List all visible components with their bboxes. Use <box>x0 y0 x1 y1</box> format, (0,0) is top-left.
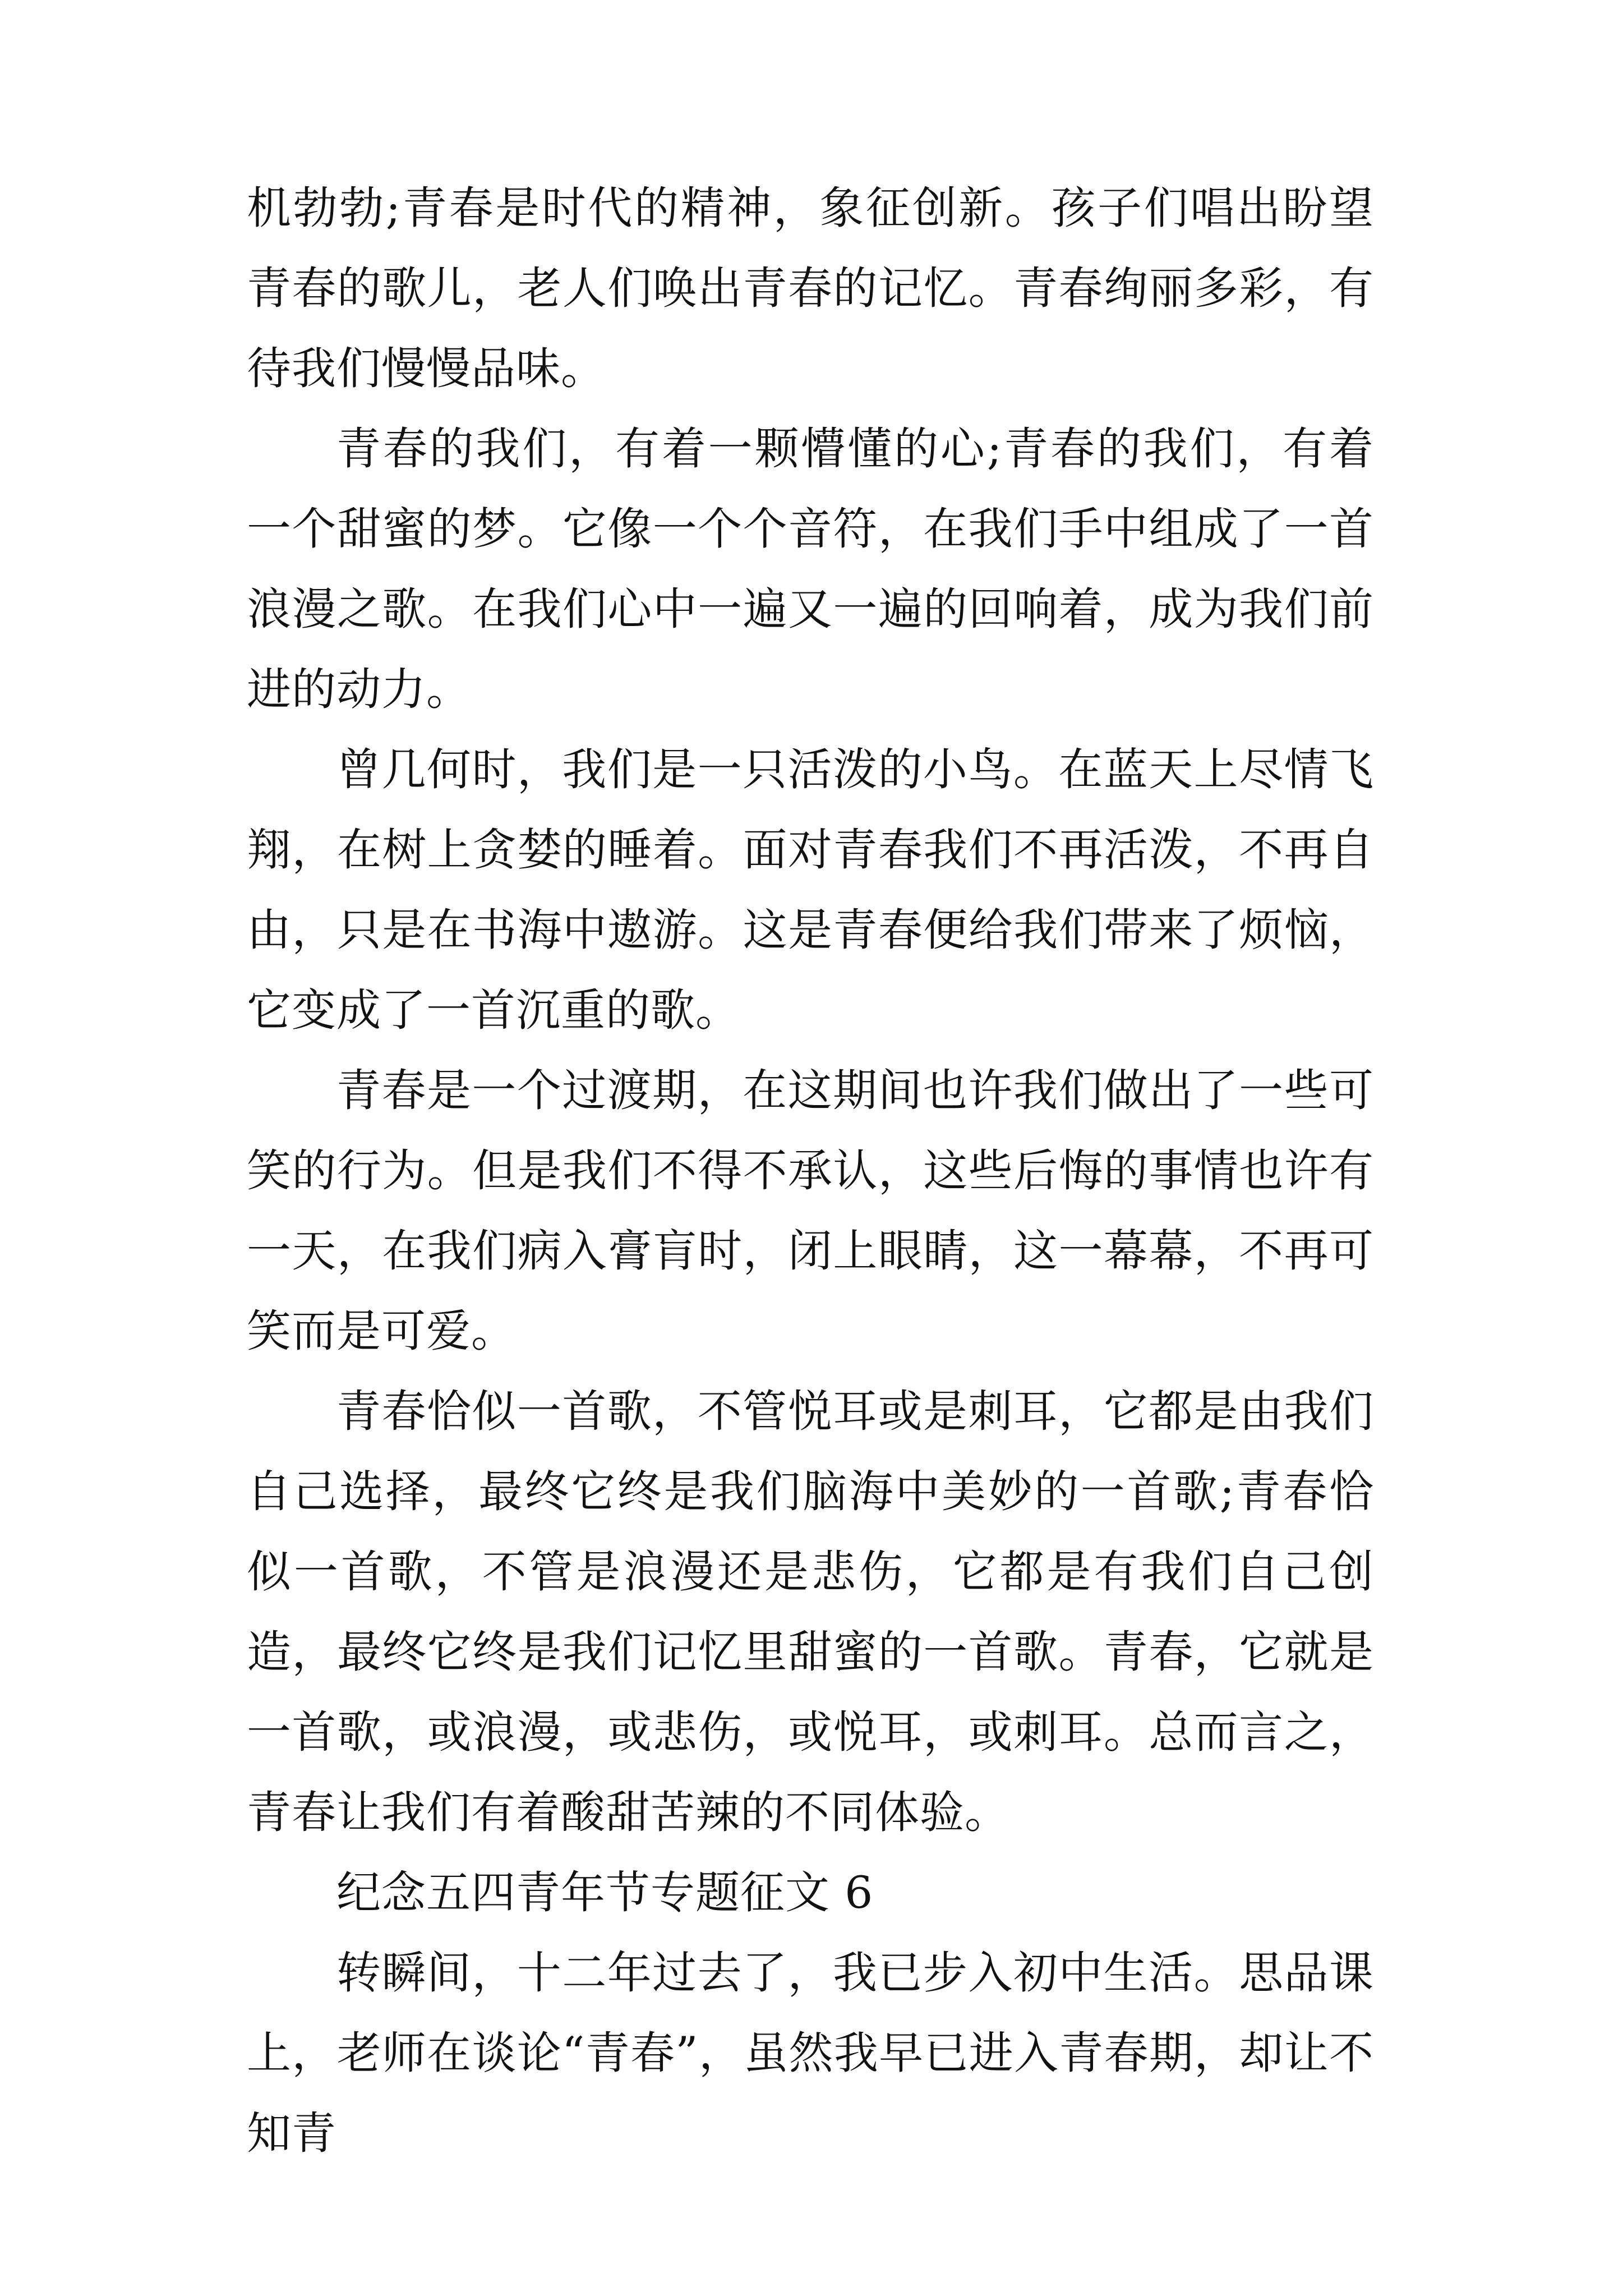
paragraph: 曾几何时，我们是一只活泼的小鸟。在蓝天上尽情飞翔，在树上贪婪的睡着。面对青春我们不再活泼，不再自由，只是在书海中遨游。这是青春便给我们带来了烦恼，它变成了一首沉重的歌。 <box>247 744 1374 1036</box>
paragraph: 青春是一个过渡期，在这期间也许我们做出了一些可笑的行为。但是我们不得不承认，这些后悔的事情也许有一天，在我们病入膏肓时，闭上眼睛，这一幕幕，不再可笑而是可爱。 <box>247 1065 1374 1357</box>
document-body <box>247 168 1374 2174</box>
paragraph: 青春恰似一首歌，不管悦耳或是刺耳，它都是由我们自己选择，最终它终是我们脑海中美妙的一首歌;青春恰似一首歌，不管是浪漫还是悲伤，它都是有我们自己创造，最终它终是我们记忆里甜蜜的一首歌。青春，它就是一首歌，或浪漫，或悲伤，或悦耳，或刺耳。总而言之，青春让我们有着酸甜苦辣的不同体验。 <box>247 1386 1374 1838</box>
section-title: 纪念五四青年节专题征文 6 <box>336 1867 874 1918</box>
paragraph-continued: 机勃勃;青春是时代的精神，象征创新。孩子们唱出盼望青春的歌儿，老人们唤出青春的记忆。青春绚丽多彩，有待我们慢慢品味。 <box>247 182 1374 394</box>
paragraph: 转瞬间，十二年过去了，我已步入初中生活。思品课上，老师在谈论“青春”，虽然我早已进入青春期，却让不知青 <box>247 1947 1374 2159</box>
paragraph: 青春的我们，有着一颗懵懂的心;青春的我们，有着一个甜蜜的梦。它像一个个音符，在我们手中组成了一首浪漫之歌。在我们心中一遍又一遍的回响着，成为我们前进的动力。 <box>247 423 1374 715</box>
